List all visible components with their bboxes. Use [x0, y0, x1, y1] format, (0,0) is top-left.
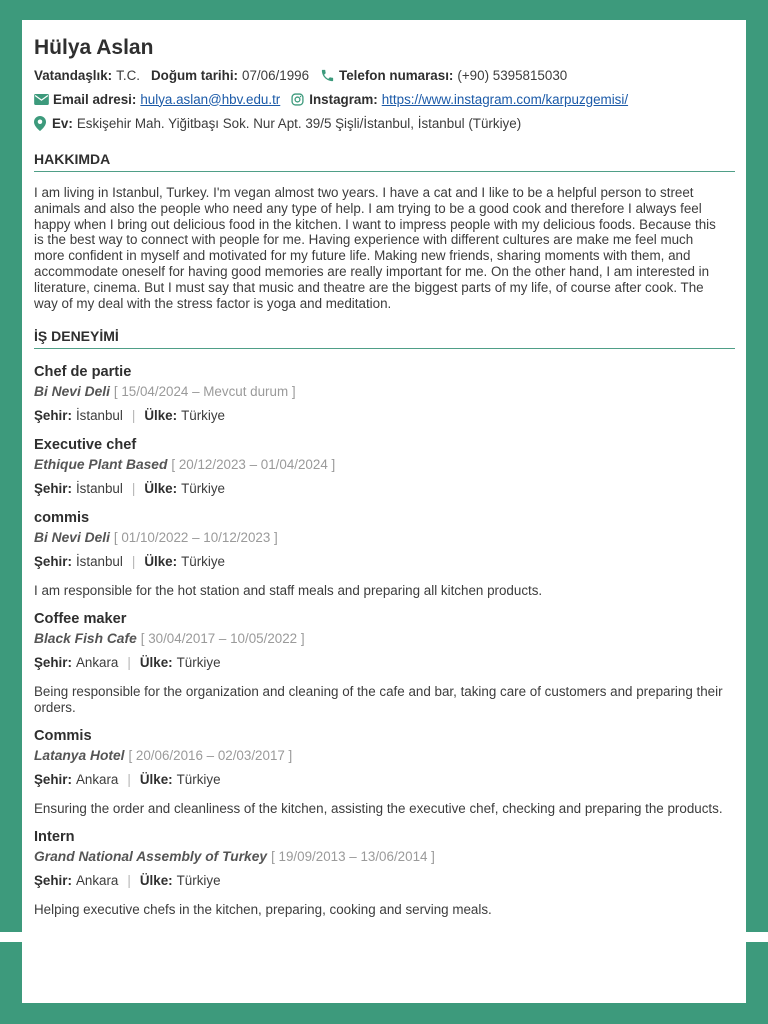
- job-dates: [ 15/04/2024 – Mevcut durum ]: [113, 383, 296, 399]
- page-border-top: [0, 0, 768, 20]
- job-title: Commis: [34, 727, 92, 744]
- home-address-item: [34, 116, 521, 131]
- about-line: happy when I bring out delicious food in the kitchen. I want to impress people with my delicious foods. Because this: [34, 216, 716, 232]
- job-description: Being responsible for the organization and cleaning of the cafe and bar, taking care of customers and preparing their orders.: [34, 683, 723, 715]
- country-label: Ülke:: [144, 480, 178, 496]
- country-label: Ülke:: [139, 872, 173, 888]
- job-title: Chef de partie: [34, 363, 132, 380]
- job-location: [34, 771, 736, 789]
- job-employer-line: [34, 456, 736, 474]
- about-line: I am living in Istanbul, Turkey. I'm vegan almost two years. I have a cat and I like to be a helpful person to street: [34, 185, 694, 200]
- employer-name: Bi Nevi Deli: [34, 529, 110, 545]
- job-entry: [34, 828, 736, 918]
- birth-date-label: Doğum tarihi:: [150, 67, 239, 83]
- job-location: [34, 553, 736, 571]
- job-employer-line: [34, 529, 736, 547]
- job-title: commis: [34, 509, 90, 526]
- page-border-bottom: [0, 1003, 768, 1024]
- city-value: Ankara: [75, 872, 119, 888]
- location-separator: |: [127, 771, 131, 787]
- location-separator: |: [127, 872, 131, 888]
- employer-name: Latanya Hotel: [34, 747, 125, 763]
- birth-date-value: 07/06/1996: [242, 67, 310, 83]
- contact-row: [34, 89, 736, 109]
- job-list: [34, 363, 736, 918]
- about-paragraph: [34, 185, 736, 311]
- job-location: [34, 654, 736, 672]
- country-value: Türkiye: [181, 553, 225, 569]
- employer-name: Black Fish Cafe: [34, 630, 137, 646]
- job-dates: [ 20/06/2016 – 02/03/2017 ]: [128, 747, 293, 763]
- personal-info-row: [34, 65, 736, 85]
- job-description: I am responsible for the hot station and staff meals and preparing all kitchen products.: [34, 582, 543, 598]
- job-dates: [ 01/10/2022 – 10/12/2023 ]: [113, 529, 278, 545]
- employer-name: Ethique Plant Based: [34, 456, 168, 472]
- job-dates: [ 19/09/2013 – 13/06/2014 ]: [271, 848, 435, 864]
- phone-item: [320, 68, 567, 83]
- address-row: [34, 113, 736, 133]
- about-line: accommodate oneself for having good memories are really important for me. On the other hand, I am interested in: [34, 263, 710, 279]
- cv-content: [34, 36, 736, 918]
- job-description: Helping executive chefs in the kitchen, preparing, cooking and serving meals.: [34, 901, 492, 917]
- instagram-label: Instagram:: [309, 91, 378, 107]
- email-item: [34, 92, 280, 107]
- job-entry: [34, 610, 736, 716]
- email-label: Email adresi:: [53, 91, 137, 107]
- phone-value: (+90) 5395815030: [457, 67, 568, 83]
- country-label: Ülke:: [144, 553, 178, 569]
- about-line: animals and also the people who need any type of help. I am trying to be a good cook and therefore I always feel: [34, 200, 702, 216]
- country-label: Ülke:: [139, 771, 173, 787]
- location-separator: |: [127, 654, 131, 670]
- home-address-label: Ev:: [52, 115, 73, 131]
- about-line: is the best way to connect with people for me. Having experience with different cultures are make me feel much: [34, 232, 694, 248]
- job-employer-line: [34, 747, 736, 765]
- job-entry: [34, 363, 736, 425]
- job-location: [34, 872, 736, 890]
- nationality-label: Vatandaşlık:: [34, 67, 113, 83]
- job-title: Executive chef: [34, 436, 137, 453]
- job-employer-line: [34, 383, 736, 401]
- city-value: İstanbul: [75, 407, 123, 423]
- country-value: Türkiye: [181, 480, 225, 496]
- location-separator: |: [131, 480, 136, 496]
- city-label: Şehir:: [34, 771, 72, 787]
- location-separator: |: [131, 553, 136, 569]
- city-value: İstanbul: [75, 480, 123, 496]
- instagram-icon: [291, 93, 304, 106]
- job-location: [34, 480, 736, 498]
- country-value: Türkiye: [176, 872, 221, 888]
- city-label: Şehir:: [34, 407, 72, 423]
- location-pin-icon: [34, 116, 46, 131]
- country-value: Türkiye: [176, 654, 221, 670]
- phone-icon: [320, 68, 335, 83]
- city-value: Ankara: [75, 771, 119, 787]
- job-entry: [34, 727, 736, 817]
- job-location: [34, 407, 736, 425]
- city-value: Ankara: [75, 654, 119, 670]
- job-entry: [34, 436, 736, 498]
- country-label: Ülke:: [139, 654, 173, 670]
- job-employer-line: [34, 848, 736, 866]
- instagram-link[interactable]: https://www.instagram.com/karpuzgemisi/: [381, 91, 629, 107]
- city-label: Şehir:: [34, 480, 72, 496]
- page-border-right: [746, 0, 768, 932]
- home-address-value: Eskişehir Mah. Yiğitbaşı Sok. Nur Apt. 39/5 Şişli/İstanbul, İstanbul (Türkiye): [76, 115, 522, 131]
- city-label: Şehir:: [34, 872, 72, 888]
- email-link[interactable]: hulya.aslan@hbv.edu.tr: [140, 91, 281, 107]
- instagram-item: [291, 92, 628, 107]
- about-line: literature, cinema. But I must say that music and theatre are the biggest parts of my life, of course after cook. The: [34, 279, 704, 295]
- city-value: İstanbul: [75, 553, 123, 569]
- section-heading-experience: İŞ DENEYİMİ: [34, 327, 735, 349]
- birth-date-item: [151, 68, 309, 83]
- job-dates: [ 30/04/2017 – 10/05/2022 ]: [140, 630, 305, 646]
- candidate-name: Hülya Aslan: [34, 36, 154, 59]
- country-label: Ülke:: [144, 407, 178, 423]
- job-entry: [34, 509, 736, 599]
- location-separator: |: [131, 407, 136, 423]
- job-title: Intern: [34, 828, 75, 845]
- city-label: Şehir:: [34, 654, 72, 670]
- about-line: more confident in myself and motivated for my future life. Making new friends, sharing moments with them, and: [34, 248, 691, 264]
- country-value: Türkiye: [176, 771, 221, 787]
- job-title: Coffee maker: [34, 610, 127, 627]
- city-label: Şehir:: [34, 553, 72, 569]
- envelope-icon: [34, 94, 49, 105]
- job-description: Ensuring the order and cleanliness of the kitchen, assisting the executive chef, checking and preparing the products.: [34, 800, 723, 816]
- nationality-item: [34, 68, 140, 83]
- page-border-left: [0, 0, 22, 932]
- employer-name: Grand National Assembly of Turkey: [34, 848, 268, 864]
- phone-label: Telefon numarası:: [339, 67, 454, 83]
- employer-name: Bi Nevi Deli: [34, 383, 110, 399]
- about-line: way of my deal with the stress factor is yoga and meditation.: [34, 295, 392, 311]
- section-heading-about: HAKKIMDA: [34, 150, 735, 172]
- country-value: Türkiye: [181, 407, 225, 423]
- job-employer-line: [34, 630, 736, 648]
- job-dates: [ 20/12/2023 – 01/04/2024 ]: [171, 456, 336, 472]
- nationality-value: T.C.: [116, 67, 140, 83]
